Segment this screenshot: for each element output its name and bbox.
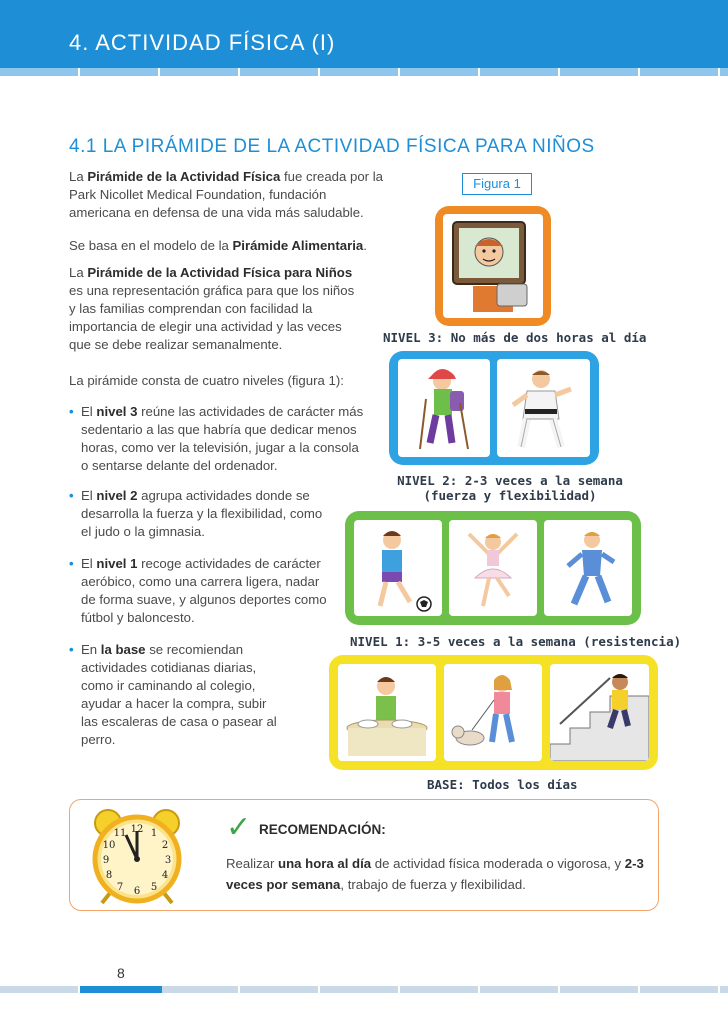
text: El <box>81 488 97 503</box>
page-title: 4. ACTIVIDAD FÍSICA (I) <box>69 30 336 55</box>
text: . <box>363 238 367 253</box>
judo-icon <box>497 359 590 457</box>
page-number: 8 <box>117 965 125 981</box>
bold-text: 2-3 veces por semana <box>226 856 644 892</box>
judo-illustration <box>497 359 590 457</box>
level-3-label: NIVEL 3: No más de dos horas al día <box>383 330 647 345</box>
bullet-dot: • <box>69 556 74 571</box>
text: En <box>81 642 101 657</box>
stairs-illustration <box>550 664 649 761</box>
text: fue creada por la Park Nicollet Medical Foundation, fundación americana en defensa de una vida más saludable. <box>69 169 383 220</box>
text: El <box>81 404 97 419</box>
level-3-box <box>435 206 551 326</box>
text: Se basa en el modelo de la <box>69 238 233 253</box>
shopping-illustration <box>338 664 436 761</box>
level-1-box <box>345 511 641 625</box>
bullet-level-3 <box>69 403 369 475</box>
level-2-label-line-2: (fuerza y flexibilidad) <box>423 488 597 503</box>
text: es una representación gráfica para que los niños y las familias comprendan con facilidad la importancia de elegir una actividad y las veces que se debe realizar semanalmente. <box>69 283 355 352</box>
bold-text: una hora al día <box>278 856 372 871</box>
level-2-box <box>389 351 599 465</box>
text: reúne las actividades de carácter más sedentario a las que habría que dedicar menos horas, como ver la televisión, jugar a la consola o sentarse delante del ordenador. <box>81 404 364 473</box>
section-title: 4.1 LA PIRÁMIDE DE LA ACTIVIDAD FÍSICA PARA NIÑOS <box>69 136 595 157</box>
base-box <box>329 655 658 770</box>
kitchen-kid-icon <box>338 664 436 761</box>
clock-number-6: 6 <box>133 886 141 897</box>
bullet-dot: • <box>69 404 74 419</box>
alarm-clock-icon <box>82 805 192 905</box>
recommendation-title: RECOMENDACIÓN: <box>259 822 386 837</box>
clock-number-1: 1 <box>150 828 158 839</box>
hiker-icon <box>398 359 490 457</box>
text: La <box>69 169 88 184</box>
bold-text: nivel 3 <box>96 404 138 419</box>
recommendation-text <box>226 853 646 895</box>
footer-accent <box>80 986 162 993</box>
runner-icon <box>544 520 632 616</box>
clock-number-9: 9 <box>102 855 110 866</box>
level-1-label: NIVEL 1: 3-5 veces a la semana (resistencia) <box>350 634 682 649</box>
clock-number-11: 11 <box>113 828 127 839</box>
bullet-dot: • <box>69 488 74 503</box>
ballet-girl-icon <box>449 520 537 616</box>
bold-text: la base <box>100 642 146 657</box>
text: se recomiendan actividades cotidianas diarias, como ir caminando al colegio, ayudar a hacer la compra, subir las escaleras de casa o pasear al perro. <box>81 642 277 747</box>
dog-walk-icon <box>444 664 542 761</box>
text: El <box>81 556 97 571</box>
clock-number-12: 12 <box>130 824 144 835</box>
clock-number-2: 2 <box>161 840 169 851</box>
intro-paragraph-3 <box>69 264 364 354</box>
clock-number-3: 3 <box>164 855 172 866</box>
tv-kid-icon <box>443 214 543 318</box>
intro-paragraph-1 <box>69 168 389 222</box>
text: La <box>69 265 88 280</box>
bold-text: nivel 1 <box>96 556 138 571</box>
bold-text: nivel 2 <box>96 488 138 503</box>
base-label: BASE: Todos los días <box>427 777 578 792</box>
bullet-dot: • <box>69 642 74 657</box>
check-icon: ✓ <box>226 811 252 844</box>
intro-paragraph-4: La pirámide consta de cuatro niveles (figura 1): <box>69 373 344 388</box>
clock-number-8: 8 <box>105 870 113 881</box>
bold-text: Pirámide de la Actividad Física para Niños <box>87 265 353 280</box>
running-illustration <box>544 520 632 616</box>
clock-number-5: 5 <box>150 882 158 893</box>
bold-text: Pirámide Alimentaria <box>232 238 364 253</box>
bullet-base <box>69 641 284 749</box>
bold-text: Pirámide de la Actividad Física <box>87 169 281 184</box>
clock-number-10: 10 <box>102 840 116 851</box>
bullet-level-2 <box>69 487 329 541</box>
clock-number-4: 4 <box>161 870 169 881</box>
football-illustration <box>354 520 442 616</box>
level-2-label-line-1: NIVEL 2: 2-3 veces a la semana <box>397 473 623 488</box>
clock-number-7: 7 <box>116 882 124 893</box>
header-stripe <box>0 68 728 76</box>
football-kid-icon <box>354 520 442 616</box>
hiker-illustration <box>398 359 490 457</box>
ballet-illustration <box>449 520 537 616</box>
text: , trabajo de fuerza y flexibilidad. <box>340 877 526 892</box>
figure-label: Figura 1 <box>462 173 532 195</box>
bullet-level-1 <box>69 555 331 627</box>
tv-illustration <box>443 214 543 318</box>
text: agrupa actividades donde se desarrolla la fuerza y la flexibilidad, como el judo o la gimnasia. <box>81 488 323 539</box>
dog-walk-illustration <box>444 664 542 761</box>
intro-paragraph-2 <box>69 237 389 255</box>
text: de actividad física moderada o vigorosa, y <box>371 856 625 871</box>
text: recoge actividades de carácter aeróbico, como una carrera ligera, nadar de forma suave, y algunos deportes como fútbol y baloncesto. <box>81 556 327 625</box>
text: Realizar <box>226 856 279 871</box>
stairs-kid-icon <box>550 664 649 761</box>
